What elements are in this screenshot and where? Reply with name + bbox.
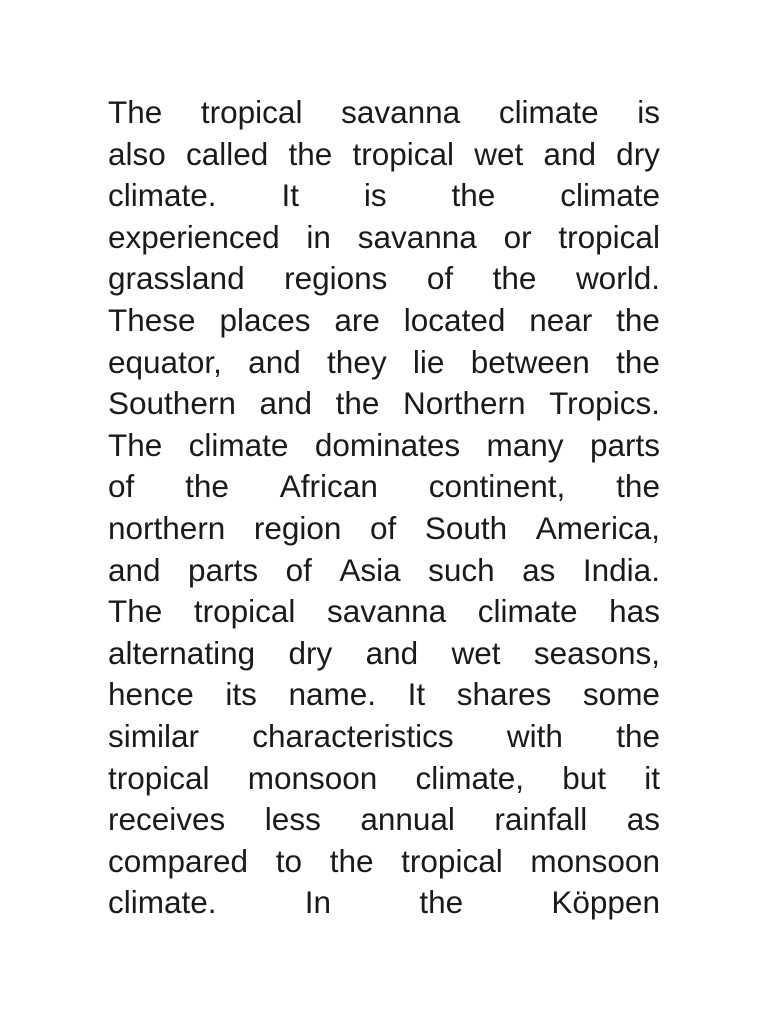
text-line xyxy=(108,134,660,176)
word: compared xyxy=(108,842,249,879)
word: alternating xyxy=(108,634,256,671)
word: Tropics. xyxy=(549,385,660,422)
text-line xyxy=(108,258,660,300)
word: savanna xyxy=(357,218,477,255)
word: between xyxy=(470,343,590,380)
word: similar xyxy=(108,717,199,754)
word: The xyxy=(108,593,163,630)
word: lie xyxy=(412,343,445,380)
word: savanna xyxy=(341,94,461,130)
word: It xyxy=(407,676,426,713)
text-line xyxy=(108,841,660,883)
word: wet xyxy=(474,135,524,172)
word: tropical xyxy=(200,94,303,130)
word: African xyxy=(279,468,378,505)
word: the xyxy=(419,884,464,921)
word: the xyxy=(451,177,496,214)
word: monsoon xyxy=(530,842,660,879)
word: its xyxy=(225,676,257,713)
word: the xyxy=(185,468,229,505)
word: name. xyxy=(288,676,377,713)
word: America, xyxy=(535,509,660,546)
text-line xyxy=(108,799,660,841)
word: tropical xyxy=(108,759,210,796)
word: and xyxy=(248,343,301,380)
word: tropical xyxy=(193,593,296,630)
word: Köppen xyxy=(551,884,660,921)
word: of xyxy=(370,509,397,546)
word: as xyxy=(626,801,660,838)
word: seasons, xyxy=(533,634,660,671)
word: is xyxy=(637,94,660,130)
text-line xyxy=(108,716,660,758)
word: has xyxy=(609,593,660,630)
word: to xyxy=(275,842,303,879)
word: many xyxy=(486,426,564,463)
text-line xyxy=(108,633,660,675)
word: climate. xyxy=(108,884,217,921)
text-line xyxy=(108,342,660,384)
word: of xyxy=(426,260,454,297)
word: climate xyxy=(477,593,578,630)
word: and xyxy=(259,385,312,422)
word: or xyxy=(503,218,532,255)
word: are xyxy=(334,301,380,338)
word: the xyxy=(616,468,660,505)
word: receives xyxy=(108,801,226,838)
word: wet xyxy=(451,634,501,671)
word: in xyxy=(306,218,331,255)
word: South xyxy=(424,509,508,546)
word: grassland xyxy=(108,260,245,297)
text-line xyxy=(108,508,660,550)
word: tropical xyxy=(558,218,660,255)
word: the xyxy=(335,385,380,422)
word: as xyxy=(522,551,556,588)
word: Northern xyxy=(402,385,526,422)
word: some xyxy=(582,676,660,713)
text-line xyxy=(108,383,660,425)
word: near xyxy=(529,301,593,338)
text-line xyxy=(108,758,660,800)
word: climate xyxy=(560,177,660,214)
word: regions xyxy=(284,260,388,297)
word: and xyxy=(365,634,419,671)
word: dry xyxy=(288,634,333,671)
word: also xyxy=(108,135,166,172)
word: the xyxy=(616,301,660,338)
word: and xyxy=(543,135,596,172)
word: annual xyxy=(360,801,455,838)
word: of xyxy=(108,468,135,505)
word: it xyxy=(644,759,660,796)
word: The xyxy=(108,94,163,130)
word: climate xyxy=(188,426,289,463)
word: climate xyxy=(498,94,599,130)
word: tropical xyxy=(401,842,503,879)
word: The xyxy=(108,426,163,463)
word: the xyxy=(288,135,333,172)
text-line xyxy=(108,175,660,217)
word: tropical xyxy=(352,135,455,172)
word: hence xyxy=(108,676,194,713)
word: northern xyxy=(108,509,226,546)
body-paragraph xyxy=(108,92,660,924)
text-line xyxy=(108,217,660,259)
word: characteristics xyxy=(252,717,454,754)
word: called xyxy=(185,135,269,172)
word: continent, xyxy=(428,468,566,505)
word: rainfall xyxy=(494,801,588,838)
word: shares xyxy=(456,676,552,713)
word: the xyxy=(492,260,537,297)
word: Asia xyxy=(339,551,401,588)
word: dry xyxy=(616,135,660,172)
word: less xyxy=(264,801,321,838)
word: experienced xyxy=(108,218,280,255)
word: equator, xyxy=(108,343,222,380)
word: It xyxy=(281,177,299,214)
word: and xyxy=(108,551,161,588)
word: In xyxy=(304,884,332,921)
word: world. xyxy=(575,260,660,297)
word: the xyxy=(329,842,374,879)
word: Southern xyxy=(108,385,236,422)
word: monsoon xyxy=(247,759,378,796)
word: savanna xyxy=(327,593,447,630)
word: region xyxy=(253,509,342,546)
text-line xyxy=(108,92,660,134)
text-line xyxy=(108,550,660,592)
text-line xyxy=(108,425,660,467)
word: India. xyxy=(582,551,660,588)
word: they xyxy=(327,343,387,380)
word: climate, xyxy=(415,759,525,796)
word: the xyxy=(616,343,660,380)
word: places xyxy=(219,301,311,338)
text-line xyxy=(108,591,660,633)
word: is xyxy=(363,177,387,214)
text-line xyxy=(108,300,660,342)
text-line xyxy=(108,674,660,716)
word: but xyxy=(562,759,607,796)
word: parts xyxy=(188,551,259,588)
text-line xyxy=(108,882,660,924)
word: with xyxy=(506,717,563,754)
word: such xyxy=(428,551,495,588)
word: the xyxy=(616,717,660,754)
word: dominates xyxy=(314,426,461,463)
word: of xyxy=(285,551,312,588)
word: climate. xyxy=(108,177,217,214)
text-line xyxy=(108,466,660,508)
word: located xyxy=(403,301,506,338)
word: These xyxy=(108,301,196,338)
word: parts xyxy=(589,426,660,463)
